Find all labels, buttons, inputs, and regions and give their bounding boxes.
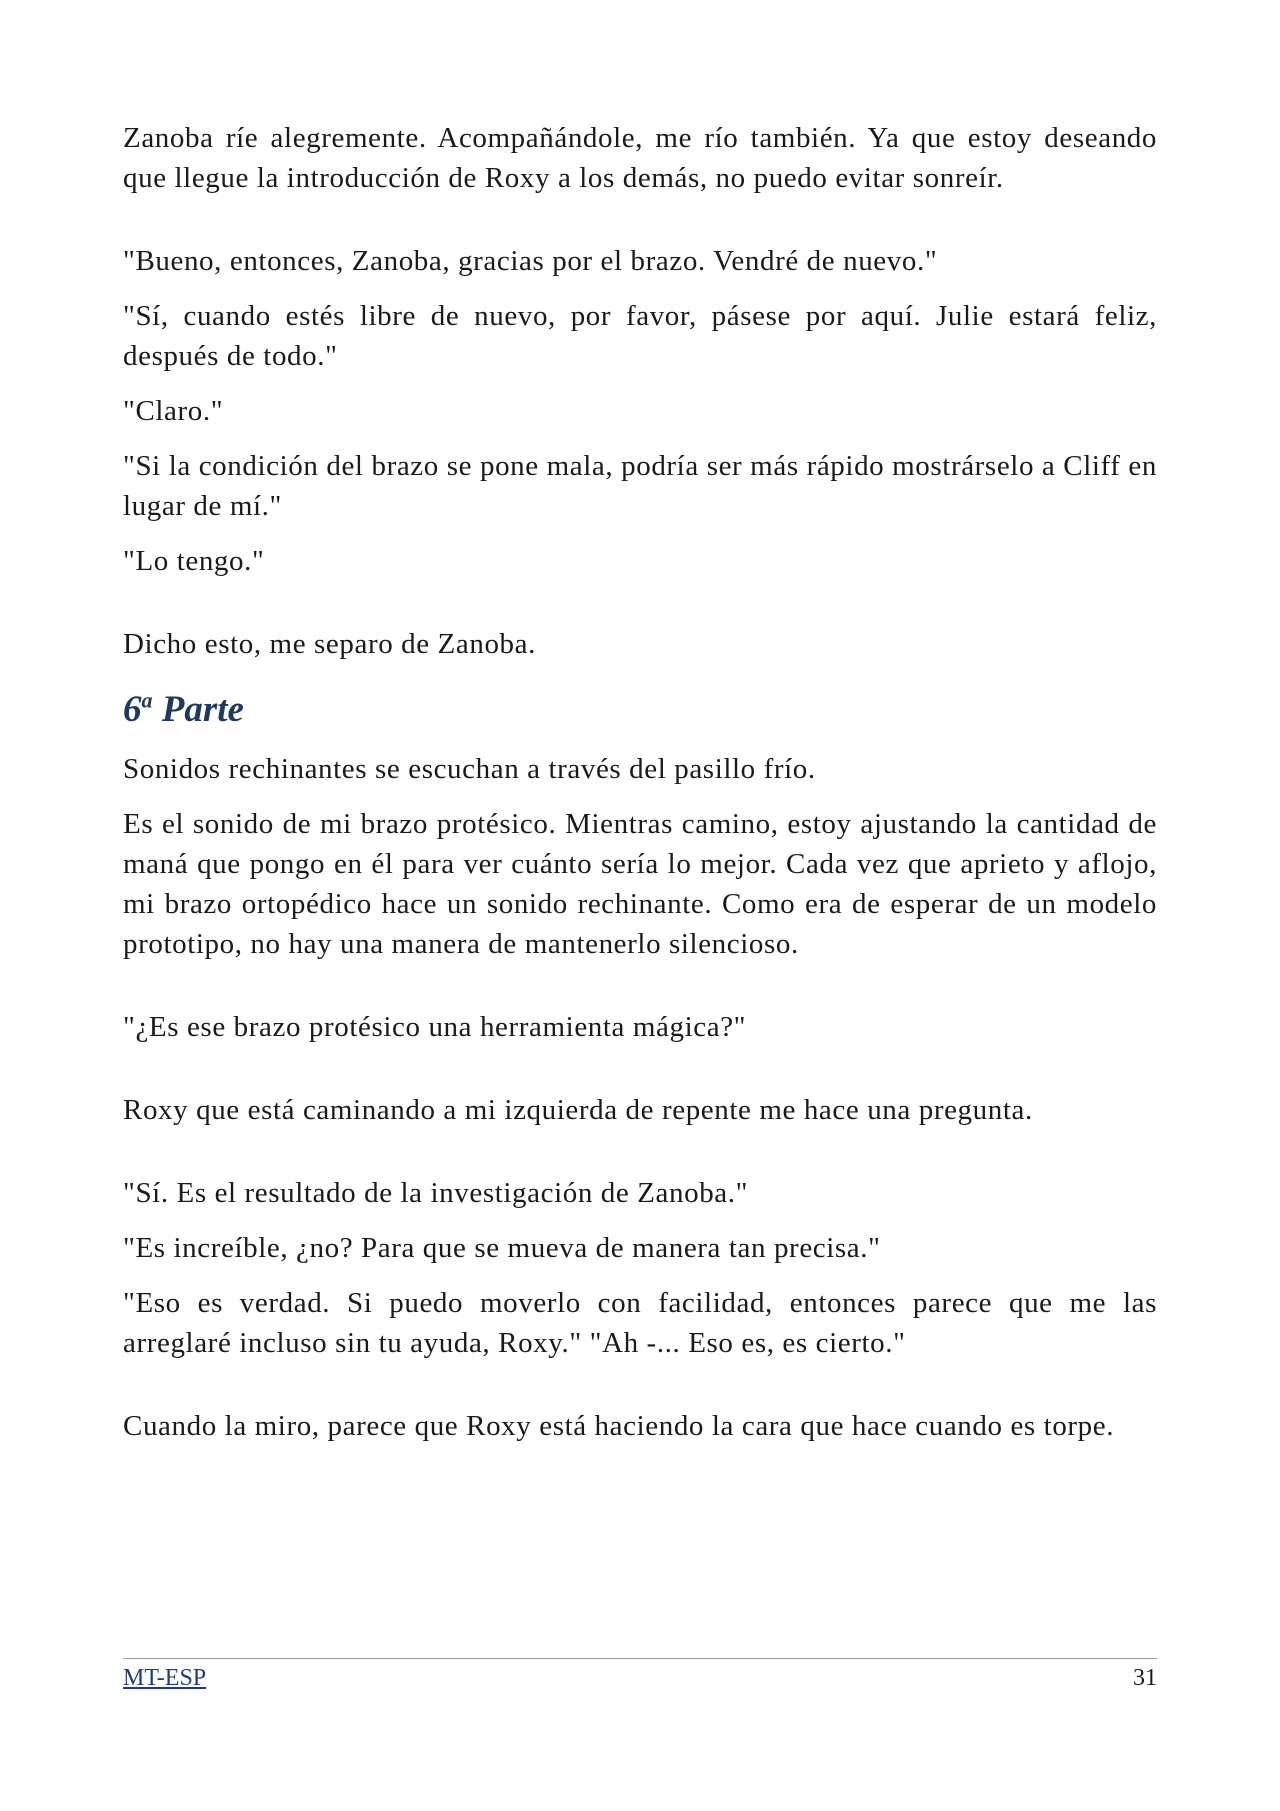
- dialogue-2: "Sí, cuando estés libre de nuevo, por favor, pásese por aquí. Julie estará feliz, después de todo.": [123, 300, 1157, 372]
- page-number: 31: [1133, 1665, 1157, 1691]
- dialogue-4: "Si la condición del brazo se pone mala, podría ser más rápido mostrárselo a Cliff en lugar de mí.": [123, 450, 1157, 522]
- dialogue-1: "Bueno, entonces, Zanoba, gracias por el brazo. Vendré de nuevo.": [123, 245, 938, 277]
- dialogue-5: "Lo tengo.": [123, 545, 265, 577]
- paragraph-2: Dicho esto, me separo de Zanoba.: [123, 628, 536, 660]
- dialogue-3: "Claro.": [123, 395, 224, 427]
- dialogue-9: "Eso es verdad. Si puedo moverlo con facilidad, entonces parece que me las arreglaré incluso sin tu ayuda, Roxy." "Ah -... Eso es, es cierto.": [123, 1287, 1157, 1359]
- paragraph-4: Es el sonido de mi brazo protésico. Mientras camino, estoy ajustando la cantidad de maná que pongo en él para ver cuánto sería lo mejor. Cada vez que aprieto y aflojo, mi brazo ortopédico hace un sonido rechinante. Como era de esperar de un modelo prototipo, no hay una manera de mantenerlo silencioso.: [123, 808, 1157, 960]
- footer-link[interactable]: MT-ESP: [123, 1665, 207, 1691]
- section-heading: [123, 686, 1157, 734]
- document-body: [123, 118, 1157, 1446]
- heading-number: 6: [123, 689, 142, 730]
- dialogue-7: "Sí. Es el resultado de la investigación de Zanoba.": [123, 1177, 749, 1209]
- paragraph-1: Zanoba ríe alegremente. Acompañándole, me río también. Ya que estoy deseando que llegue la introducción de Roxy a los demás, no puedo evitar sonreír.: [123, 122, 1157, 194]
- heading-text: Parte: [152, 689, 244, 730]
- paragraph-5: Roxy que está caminando a mi izquierda de repente me hace una pregunta.: [123, 1094, 1033, 1126]
- dialogue-6: "¿Es ese brazo protésico una herramienta mágica?": [123, 1011, 747, 1043]
- heading-superscript: a: [141, 687, 153, 713]
- dialogue-8: "Es increíble, ¿no? Para que se mueva de manera tan precisa.": [123, 1232, 881, 1264]
- page-footer: [123, 1658, 1157, 1693]
- paragraph-3: Sonidos rechinantes se escuchan a través del pasillo frío.: [123, 753, 816, 785]
- paragraph-6: Cuando la miro, parece que Roxy está haciendo la cara que hace cuando es torpe.: [123, 1410, 1115, 1442]
